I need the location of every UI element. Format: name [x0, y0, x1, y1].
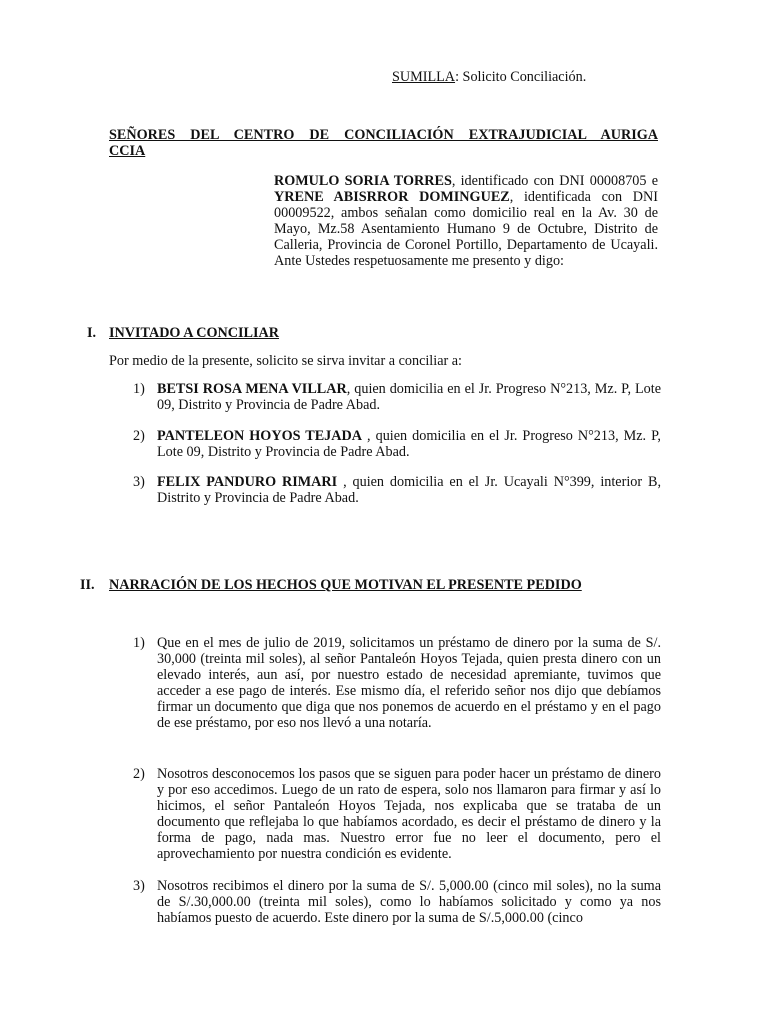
invitee-name: PANTELEON HOYOS TEJADA [157, 428, 363, 444]
applicant-name-1: ROMULO SORIA TORRES [274, 173, 452, 189]
invitee-text [157, 474, 661, 506]
section-2-title: NARRACIÓN DE LOS HECHOS QUE MOTIVAN EL PRESENTE PEDIDO [109, 577, 582, 593]
addressee-line-2: CCIA [109, 143, 146, 159]
invitee-name: BETSI ROSA MENA VILLAR [157, 381, 347, 397]
invitee-number: 1) [133, 381, 145, 397]
invitee-address: , quien domicilia en el Jr. Progreso N°213, Mz. P, Lote 09, Distrito y Provincia de Padre Abad. [157, 428, 661, 460]
section-1-title: INVITADO A CONCILIAR [109, 325, 280, 341]
section-1-lead: Por medio de la presente, solicito se sirva invitar a conciliar a: [109, 353, 462, 369]
invitee-number: 3) [133, 474, 145, 490]
fact-number: 3) [133, 878, 145, 894]
addressee-line-1: SEÑORES DEL CENTRO DE CONCILIACIÓN EXTRAJUDICIAL AURIGA [109, 127, 658, 143]
intro-text-2: , identificada con DNI 00009522, ambos señalan como domicilio real en la Av. 30 de Mayo, Mz.58 Asentamiento Humano 9 de Octubre, Distrito de Calleria, Provincia de Coronel Portillo, Departamento de Ucayali. Ante Ustedes respetuosamente me presento y digo: [274, 189, 658, 269]
invitee-address: , quien domicilia en el Jr. Progreso N°213, Mz. P, Lote 09, Distrito y Provincia de Padre Abad. [157, 381, 661, 413]
invitee-text [157, 428, 661, 460]
invitee-name: FELIX PANDURO RIMARI [157, 474, 338, 490]
intro-text-1: , identificado con DNI 00008705 e [451, 173, 658, 189]
section-1-number: I. [87, 325, 97, 341]
fact-text: Que en el mes de julio de 2019, solicitamos un préstamo de dinero por la suma de S/. 30,000 (treinta mil soles), al señor Pantaleón Hoyos Tejada, quien presta dinero con un elevado interés, aun así, por nuestro estado de necesidad apremiante, tuvimos que acceder a ese pago de interés. Ese mismo día, el referido señor nos dijo que debíamos firmar un documento que diga que nos ponemos de acuerdo en el préstamo y en el pago de ese préstamo, por eso nos llevó a una notaría. [157, 635, 661, 731]
fact-number: 1) [133, 635, 145, 651]
invitee-text [157, 381, 661, 413]
fact-text: Nosotros recibimos el dinero por la suma de S/. 5,000.00 (cinco mil soles), no la suma de S/.30,000.00 (treinta mil soles), como lo habíamos solicitado y como ya nos habíamos puesto de acuerdo. Este dinero por la suma de S/.5,000.00 (cinco [157, 878, 661, 926]
section-2-number: II. [80, 577, 95, 593]
applicant-name-2: YRENE ABISRROR DOMINGUEZ [274, 189, 510, 205]
fact-number: 2) [133, 766, 145, 782]
intro-paragraph [274, 173, 658, 269]
invitee-number: 2) [133, 428, 145, 444]
fact-text: Nosotros desconocemos los pasos que se siguen para poder hacer un préstamo de dinero y por eso accedimos. Luego de un rato de espera, solo nos llamaron para firmar y así lo hicimos, el señor Pantaleón Hoyos Tejada, nos explicaba que se trataba de un documento que reflejaba lo que habíamos acordado, es decir el préstamo de dinero y la forma de pago, nada mas. Nuestro error fue no leer el documento, pero el aprovechamiento por nuestra condición es evidente. [157, 766, 661, 862]
sumilla-line [392, 69, 586, 85]
invitee-address: , quien domicilia en el Jr. Ucayali N°399, interior B, Distrito y Provincia de Padre Abad. [157, 474, 661, 506]
sumilla-label: SUMILLA [392, 69, 456, 85]
addressee-heading [109, 127, 658, 159]
sumilla-text: : Solicito Conciliación. [455, 69, 587, 85]
